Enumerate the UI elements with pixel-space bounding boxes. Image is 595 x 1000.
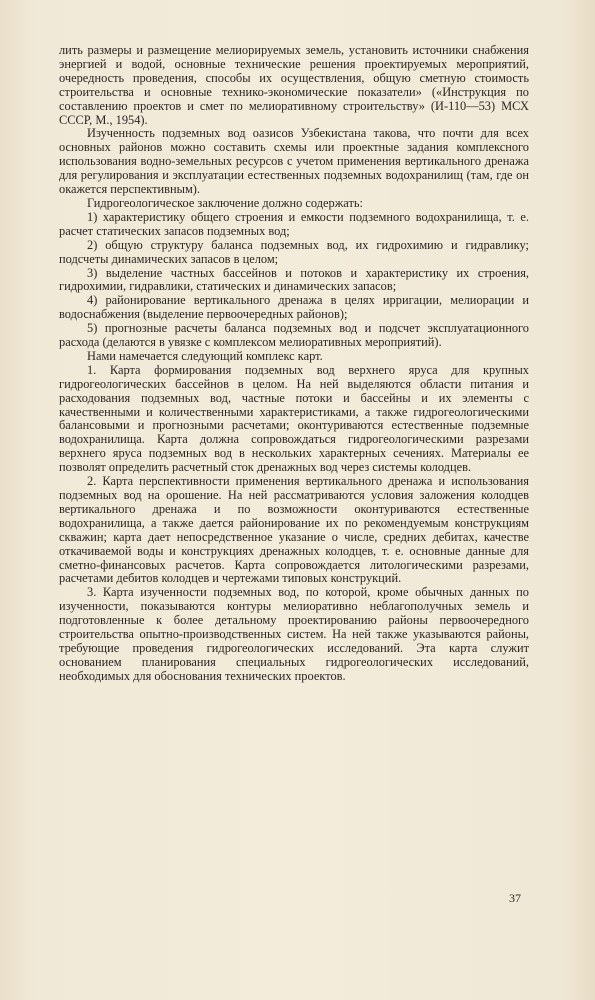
paragraph-1: лить размеры и размещение мелиорируемых земель, установить источники снабжения энергией и водой, основные технические решения проектируемых мероприятий, очередность проведения, способы их осуществления, общую сметную стоимость строительства и основные технико-экономические показатели» («Инструкция по составлению проектов и смет по мелиоративному строительству» (И-110—53) МСХ СССР, М., 1954). — [59, 43, 529, 127]
body-text — [59, 44, 529, 684]
list-item-5: 5) прогнозные расчеты баланса подземных вод и подсчет эксплуатационного расхода (делаются в увязке с комплексом мелиоративных мероприятий). — [59, 321, 529, 350]
map-item-2: 2. Карта перспективности применения вертикального дренажа и использования подземных вод на орошение. На ней рассматриваются условия заложения колодцев вертикального дренажа и по возможности оконтуриваются естественные водохранилища, а также дается районирование их по рекомендуемым конструкциям скважин; карта дает непосредственное указание о числе, средних дебитах, качестве откачиваемой воды и конструкциях дренажных колодцев, т. е. основные данные для сметно-финансовых расчетов. Карта сопровождается литологическими разрезами, расчетами дебитов колодцев и чертежами типовых конструкций. — [59, 474, 529, 586]
list-item-4: 4) районирование вертикального дренажа в целях ирригации, мелиорации и водоснабжения (выделение первоочередных районов); — [59, 293, 529, 322]
page-number: 37 — [509, 891, 521, 905]
paragraph-maps-intro: Нами намечается следующий комплекс карт. — [87, 348, 323, 363]
map-item-3: 3. Карта изученности подземных вод, по которой, кроме обычных данных по изученности, показываются контуры мелиоративно неблагополучных земель и подготовленные к более детальному проектированию районы первоочередного строительства опытно-производственных систем. На ней также указываются районы, требующие проведения гидрогеологических исследований. Эта карта служит основанием планирования специальных гидрогеологических исследований, необходимых для обоснования технических проектов. — [59, 585, 529, 683]
paragraph-2: Изученность подземных вод оазисов Узбекистана такова, что почти для всех основных районов можно составить схемы или проектные задания комплексного использования водно-земельных ресурсов с учетом применения вертикального дренажа для регулирования и эксплуатации естественных подземных водохранилищ (там, где он окажется перспективным). — [59, 126, 529, 197]
list-item-2: 2) общую структуру баланса подземных вод, их гидрохимию и гидравлику; подсчеты динамических запасов в целом; — [59, 237, 529, 266]
list-item-1: 1) характеристику общего строения и емкости подземного водохранилища, т. е. расчет статических запасов подземных вод; — [59, 209, 529, 238]
map-item-1: 1. Карта формирования подземных вод верхнего яруса для крупных гидрогеологических бассейнов в целом. На ней выделяются области питания и расходования подземных вод, частные потоки и бассейны и их элементы с качественными и количественными характеристиками, а также гидрогеологическими балансовыми и прогнозными расчетами; оконтуриваются естественные подземные водохранилища. Карта должна сопровождаться гидрогеологическими разрезами верхнего яруса подземных вод в нескольких характерных сечениях. Материалы ее позволят определить расчетный сток дренажных вод через системы колодцев. — [59, 362, 529, 475]
list-item-3: 3) выделение частных бассейнов и потоков и характеристику их строения, гидрохимии, гидравлики, статических и динамических запасов; — [59, 265, 529, 294]
paragraph-3: Гидрогеологическое заключение должно содержать: — [87, 195, 363, 210]
